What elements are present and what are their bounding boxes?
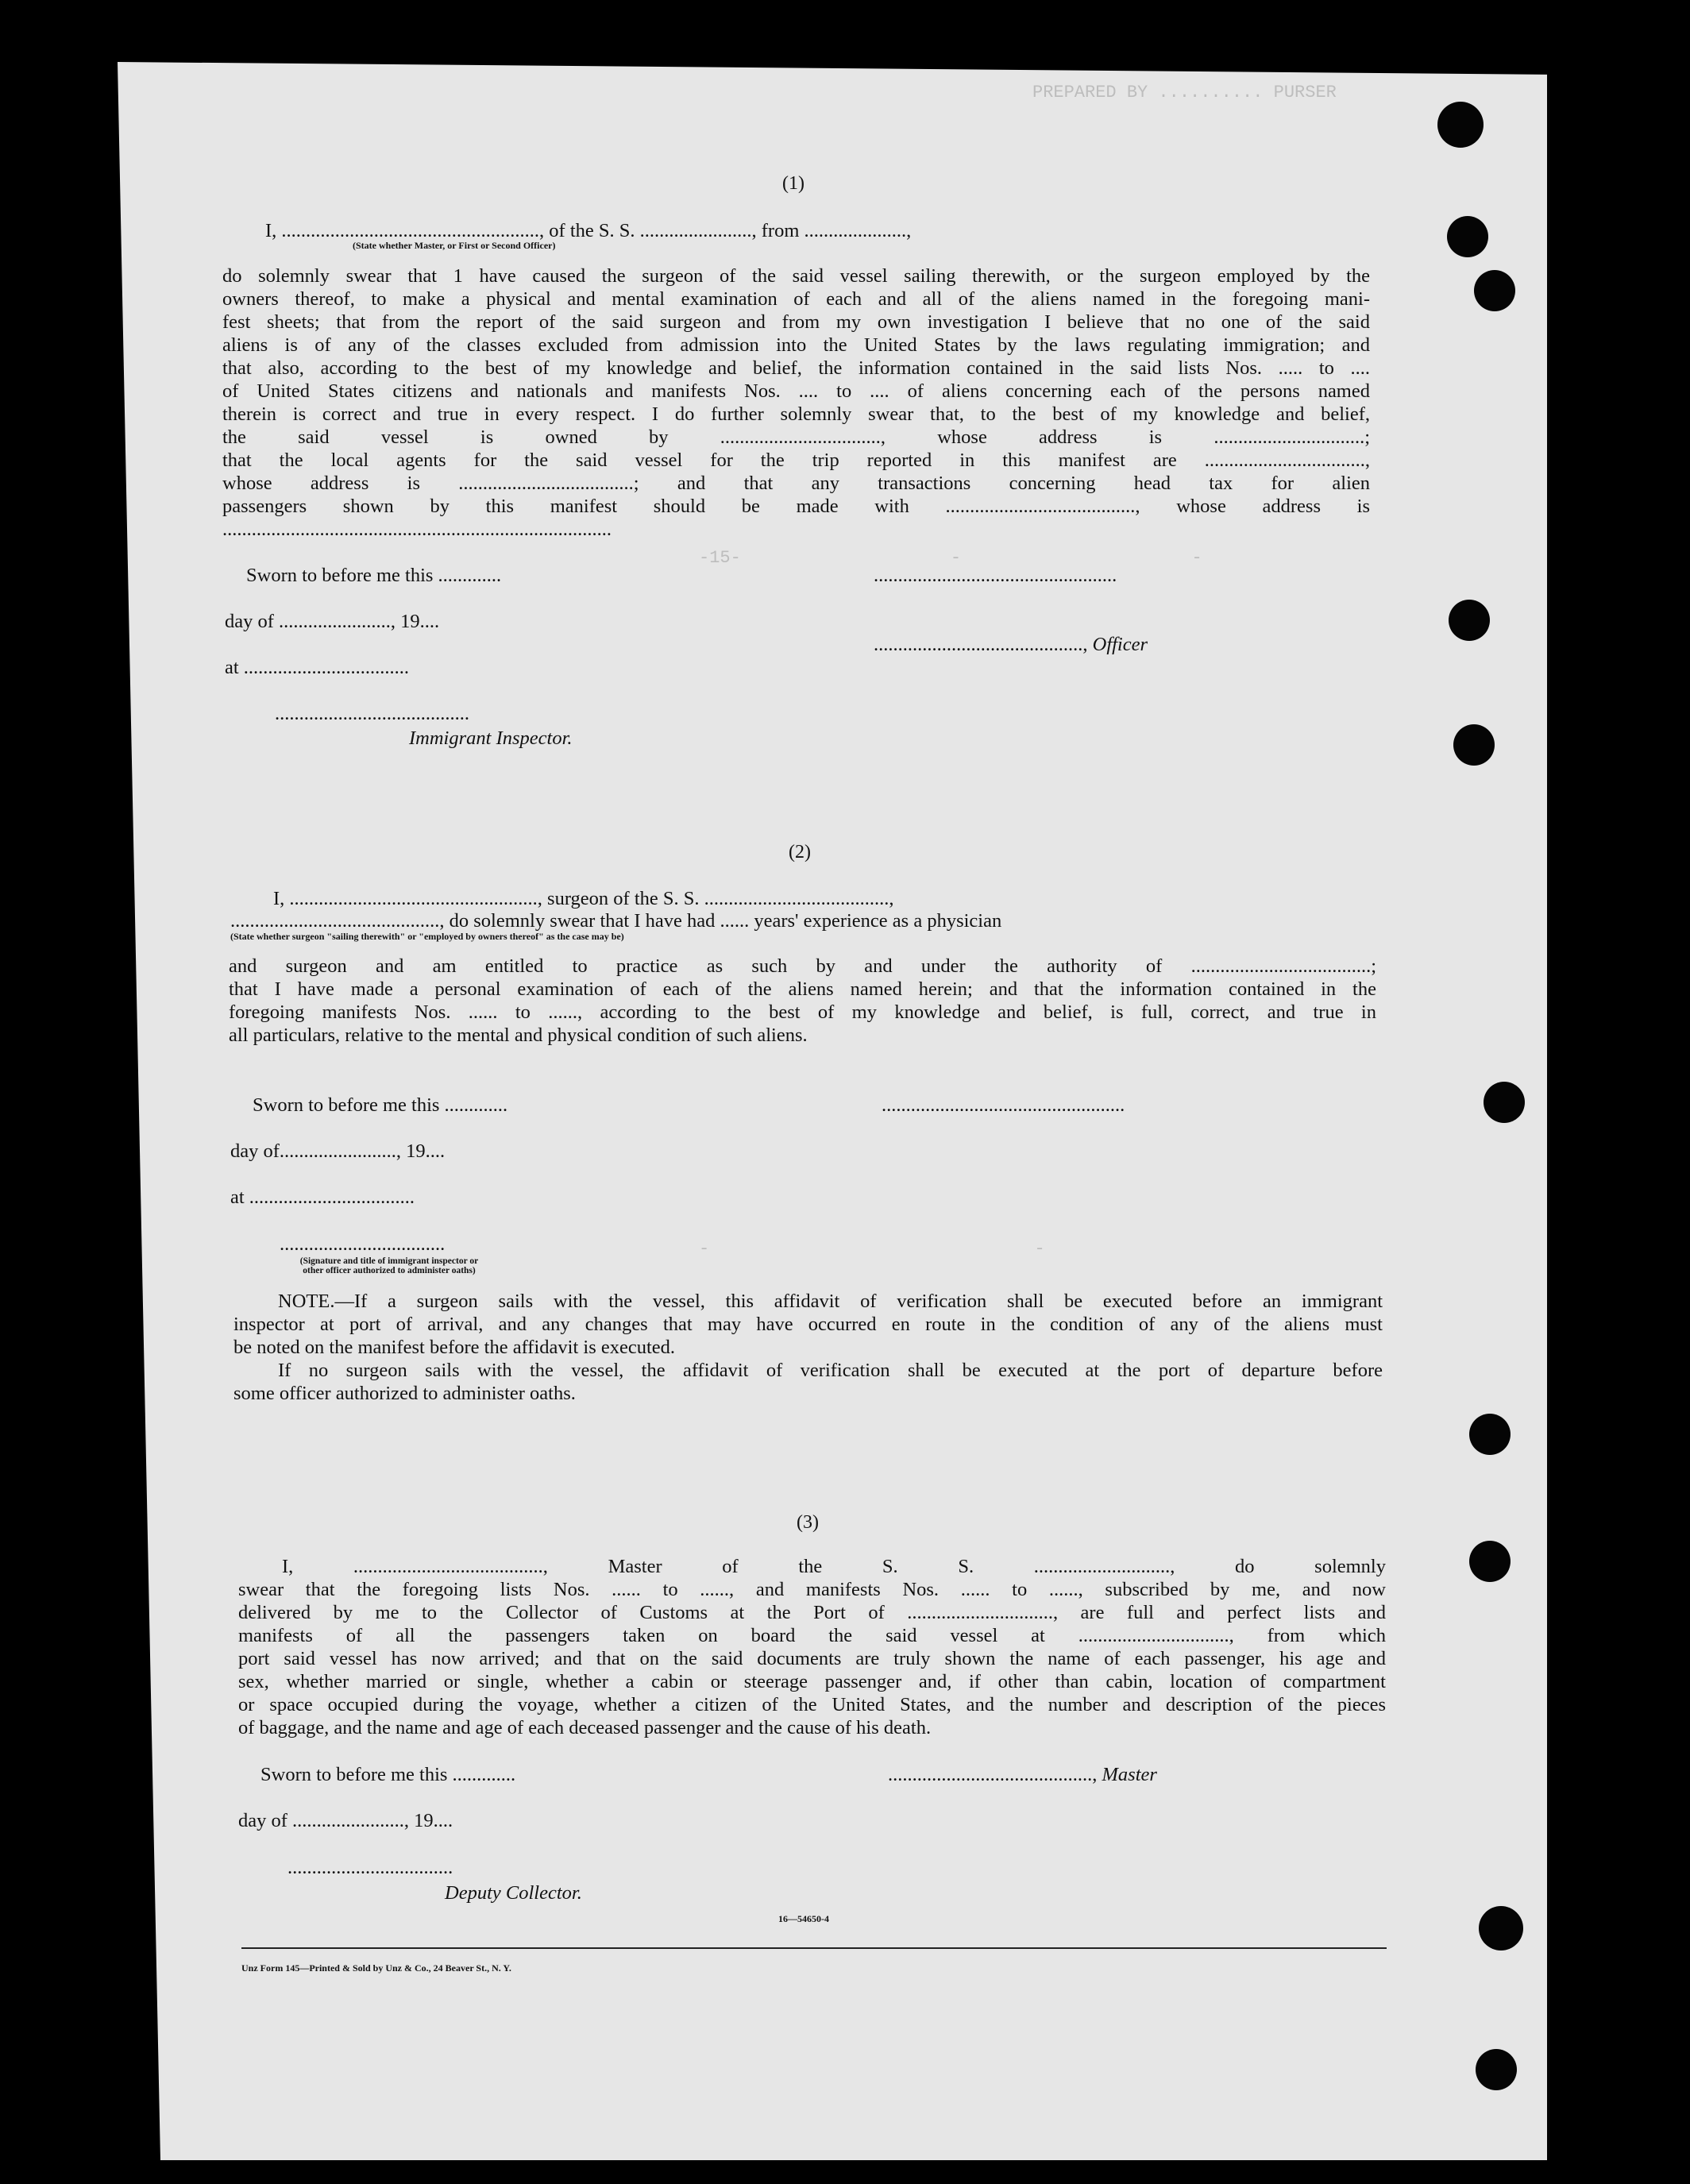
punch-hole bbox=[1479, 1906, 1523, 1951]
para-line: whose address is ....................................; and that any transactions concerning head tax for alien bbox=[222, 473, 1370, 494]
punch-hole bbox=[1449, 600, 1490, 641]
deputy-collector-label: Deputy Collector. bbox=[445, 1882, 582, 1904]
para-line: the said vessel is owned by ................................., whose address is ...............................; bbox=[222, 426, 1370, 448]
day-line: day of ......................., 19.... bbox=[238, 1810, 453, 1831]
signature-line: .................................. bbox=[280, 1233, 446, 1255]
punch-hole bbox=[1484, 1082, 1525, 1123]
para-line: that the local agents for the said vessel for the trip reported in this manifest are ................................., bbox=[222, 450, 1370, 471]
bleed-through-text bbox=[1231, 1997, 1577, 2017]
para-line: owners thereof, to make a physical and mental examination of each and all of the aliens named in the foregoing mani- bbox=[222, 288, 1370, 310]
note-line: If no surgeon sails with the vessel, the affidavit of verification shall be executed at the port of departure before bbox=[278, 1360, 1383, 1381]
para-line: therein is correct and true in every respect. I do further solemnly swear that, to the best of my knowledge and belief, bbox=[222, 403, 1370, 425]
section-3-number: (3) bbox=[797, 1512, 819, 1533]
signature-line: .................................. bbox=[287, 1857, 453, 1878]
punch-hole bbox=[1474, 270, 1515, 311]
punch-hole bbox=[1437, 102, 1484, 148]
punch-hole bbox=[1453, 724, 1495, 766]
para-line: delivered by me to the Collector of Customs at the Port of .............................., are full and perfect lists and bbox=[238, 1602, 1386, 1623]
master-line bbox=[888, 1765, 1157, 1785]
signature-line: ........................................ bbox=[275, 703, 469, 724]
day-line: day of ......................., 19.... bbox=[225, 611, 440, 632]
section-2-hint: (State whether surgeon "sailing therewith" or "employed by owners thereof" as the case may be) bbox=[230, 931, 624, 942]
officer-dots: ..........................................., bbox=[874, 634, 1093, 655]
punch-hole bbox=[1469, 1414, 1511, 1455]
para-line: I, ......................................., Master of the S. S. ............................, do solemnly bbox=[282, 1556, 1386, 1577]
form-code: 16—54650-4 bbox=[778, 1913, 829, 1924]
sworn-line: Sworn to before me this ............. bbox=[246, 565, 502, 586]
para-line: and surgeon and am entitled to practice as such by and under the authority of .....................................; bbox=[229, 955, 1376, 977]
bleed-through-text: - - bbox=[699, 1239, 1045, 1259]
note-line: some officer authorized to administer oaths. bbox=[233, 1383, 576, 1404]
para-line: aliens is of any of the classes excluded from admission into the United States by the laws regulating immigration; and bbox=[222, 334, 1370, 356]
para-line: passengers shown by this manifest should be made with ......................................., whose address is bbox=[222, 496, 1370, 517]
para-line: that also, according to the best of my knowledge and belief, the information contained in the said lists Nos. ..... to .... bbox=[222, 357, 1370, 379]
para-line: of United States citizens and nationals and manifests Nos. .... to .... of aliens concerning each of the persons named bbox=[222, 380, 1370, 402]
signature-hint: (Signature and title of immigrant inspector or other officer authorized to administer oaths) bbox=[299, 1256, 479, 1275]
immigrant-inspector-label: Immigrant Inspector. bbox=[409, 727, 573, 749]
note-line: inspector at port of arrival, and any changes that may have occurred en route in the condition of any of the aliens must bbox=[233, 1314, 1383, 1335]
para-line: fest sheets; that from the report of the said surgeon and from my own investigation I believe that no one of the said bbox=[222, 311, 1370, 333]
section-2-line-2: ..........................................., do solemnly swear that I have had ...... years' experience as a physician bbox=[230, 910, 1002, 932]
footer-rule bbox=[241, 1947, 1387, 1949]
punch-hole bbox=[1476, 2049, 1517, 2090]
officer-signature-line: .................................................. bbox=[874, 565, 1117, 586]
day-line: day of........................, 19.... bbox=[230, 1140, 446, 1162]
para-line: foregoing manifests Nos. ...... to ......, according to the best of my knowledge and belief, is full, correct, and true in bbox=[229, 1001, 1376, 1023]
punch-hole bbox=[1469, 1541, 1511, 1582]
sworn-line: Sworn to before me this ............. bbox=[253, 1094, 508, 1116]
section-1-number: (1) bbox=[782, 173, 804, 194]
note-line: be noted on the manifest before the affidavit is executed. bbox=[233, 1337, 676, 1358]
para-line: all particulars, relative to the mental and physical condition of such aliens. bbox=[229, 1024, 808, 1046]
sworn-line: Sworn to before me this ............. bbox=[260, 1764, 516, 1785]
master-dots: .........................................., bbox=[888, 1764, 1102, 1785]
note-line: NOTE.—If a surgeon sails with the vessel, this affidavit of verification shall be executed before an immigrant bbox=[278, 1291, 1383, 1312]
para-line: manifests of all the passengers taken on board the said vessel at ..............................., from which bbox=[238, 1625, 1386, 1646]
para-line: port said vessel has now arrived; and that on the said documents are truly shown the name of each passenger, his age and bbox=[238, 1648, 1386, 1669]
para-line: sex, whether married or single, whether a cabin or steerage passenger and, if other than cabin, location of compartment bbox=[238, 1671, 1386, 1692]
para-line: swear that the foregoing lists Nos. ...... to ......, and manifests Nos. ...... to ......, subscribed by me, and now bbox=[238, 1579, 1386, 1600]
officer-label: Officer bbox=[1092, 634, 1148, 655]
officer-line bbox=[874, 635, 1148, 655]
punch-hole bbox=[1447, 216, 1488, 257]
section-2-number: (2) bbox=[789, 842, 811, 862]
para-line: of baggage, and the name and age of each deceased passenger and the cause of his death. bbox=[238, 1717, 932, 1738]
para-line: ................................................................................ bbox=[222, 519, 612, 540]
at-line: at .................................. bbox=[230, 1187, 415, 1208]
printer-footer: Unz Form 145—Printed & Sold by Unz & Co., 24 Beaver St., N. Y. bbox=[241, 1962, 511, 1974]
para-line: do solemnly swear that 1 have caused the surgeon of the said vessel sailing therewith, or the surgeon employed by the bbox=[222, 265, 1370, 287]
para-line: or space occupied during the voyage, whether a citizen of the United States, and the number and description of the pieces bbox=[238, 1694, 1386, 1715]
para-line: that I have made a personal examination of each of the aliens named herein; and that the information contained in the bbox=[229, 978, 1376, 1000]
master-label: Master bbox=[1102, 1764, 1157, 1785]
at-line: at .................................. bbox=[225, 657, 410, 678]
bleed-through-text: PREPARED BY .......... PURSER bbox=[1032, 83, 1337, 102]
section-1-line-1: I, ....................................................., of the S. S. ......................., from ....................., bbox=[265, 220, 912, 241]
section-1-hint: (State whether Master, or First or Second Officer) bbox=[353, 240, 556, 251]
bleed-through-text: -15- - - bbox=[699, 548, 1202, 568]
section-2-line-1: I, ..................................................., surgeon of the S. S. ......................................, bbox=[273, 888, 894, 909]
surgeon-signature-line: .................................................. bbox=[882, 1094, 1125, 1116]
